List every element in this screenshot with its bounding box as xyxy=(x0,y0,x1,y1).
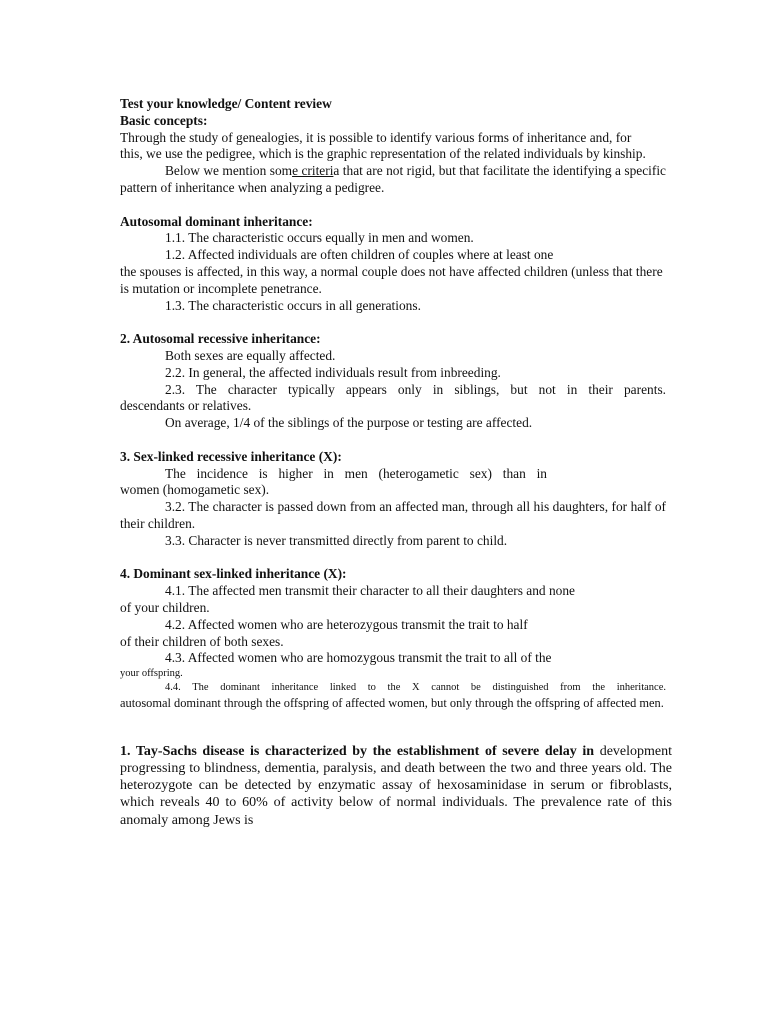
basic-concepts-heading: Basic concepts: xyxy=(120,112,208,128)
autosomal-dominant-heading: Autosomal dominant inheritance: xyxy=(120,213,313,229)
dominant-sex-linked-item-1a: 4.1. The affected men transmit their character to all their daughters and none xyxy=(165,583,575,599)
criteria-text-a: Below we mention som xyxy=(165,163,293,179)
dominant-sex-linked-item-4a: 4.4. The dominant inheritance linked to the X cannot be distinguished from the inheritance. xyxy=(165,682,666,694)
sex-linked-recessive-item-1b: women (homogametic sex). xyxy=(120,482,270,498)
sex-linked-recessive-item-2: 3.2. The character is passed down from an affected man, through all his daughters, for half of their children. xyxy=(120,499,666,531)
dominant-sex-linked-heading: 4. Dominant sex-linked inheritance (X): xyxy=(120,566,347,582)
question-1-body: development progressing to blindness, dementia, paralysis, and death between the two and three years old. The heterozygote can be detected by enzymatic assay of hexosaminidase in serum or fibroblasts, which reveals 40 to 60% of activity below of normal individuals. The prevalence rate of this anomaly among Jews is xyxy=(120,743,672,828)
document-body xyxy=(120,96,672,829)
autosomal-dominant-item-2b: the spouses is affected, in this way, a normal couple does not have affected children (unless that there is mutation or incomplete penetrance. xyxy=(120,263,663,296)
autosomal-recessive-item-3b: descendants or relatives. xyxy=(120,398,252,414)
autosomal-recessive-item-3a: 2.3. The character typically appears only in siblings, but not in their parents. xyxy=(165,381,666,397)
autosomal-dominant-item-1: 1.1. The characteristic occurs equally in men and women. xyxy=(165,230,474,246)
question-1 xyxy=(120,743,672,829)
document-title: Test your knowledge/ Content review xyxy=(120,96,332,111)
criteria-paragraph xyxy=(120,163,666,197)
sex-linked-recessive-item-3: 3.3. Character is never transmitted directly from parent to child. xyxy=(165,532,508,548)
intro-paragraph: Through the study of genealogies, it is possible to identify various forms of inheritance and, for this, we use the pedigree, which is the graphic representation of the related individuals by kinship. xyxy=(120,129,646,162)
autosomal-recessive-item-1: Both sexes are equally affected. xyxy=(165,347,336,363)
criteria-text-underlined: e criteri xyxy=(292,163,334,179)
sex-linked-recessive-heading: 3. Sex-linked recessive inheritance (X): xyxy=(120,448,342,464)
autosomal-recessive-item-4: On average, 1/4 of the siblings of the purpose or testing are affected. xyxy=(165,415,533,431)
dominant-sex-linked-item-4b: autosomal dominant through the offspring of affected women, but only through the offspring of affected men. xyxy=(120,696,664,711)
dominant-sex-linked-item-3b: your offspring. xyxy=(120,668,183,680)
sex-linked-recessive-item-1a: The incidence is higher in men (heterogametic sex) than in xyxy=(165,465,547,481)
criteria-text-c: a that are not rigid, but that facilitate the identifying a specific pattern of inheritance when analyzing a pedigree. xyxy=(120,163,666,195)
dominant-sex-linked-item-3a: 4.3. Affected women who are homozygous transmit the trait to all of the xyxy=(165,650,552,666)
dominant-sex-linked-item-2a: 4.2. Affected women who are heterozygous transmit the trait to half xyxy=(165,616,528,632)
dominant-sex-linked-item-2b: of their children of both sexes. xyxy=(120,633,284,649)
autosomal-recessive-heading: 2. Autosomal recessive inheritance: xyxy=(120,331,321,347)
question-1-lead: 1. Tay-Sachs disease is characterized by the establishment of severe delay in xyxy=(120,743,595,759)
autosomal-dominant-item-2a: 1.2. Affected individuals are often children of couples where at least one xyxy=(165,247,554,263)
autosomal-recessive-item-2: 2.2. In general, the affected individuals result from inbreeding. xyxy=(165,364,501,380)
autosomal-dominant-item-3: 1.3. The characteristic occurs in all generations. xyxy=(165,297,421,313)
dominant-sex-linked-item-1b: of your children. xyxy=(120,599,210,615)
